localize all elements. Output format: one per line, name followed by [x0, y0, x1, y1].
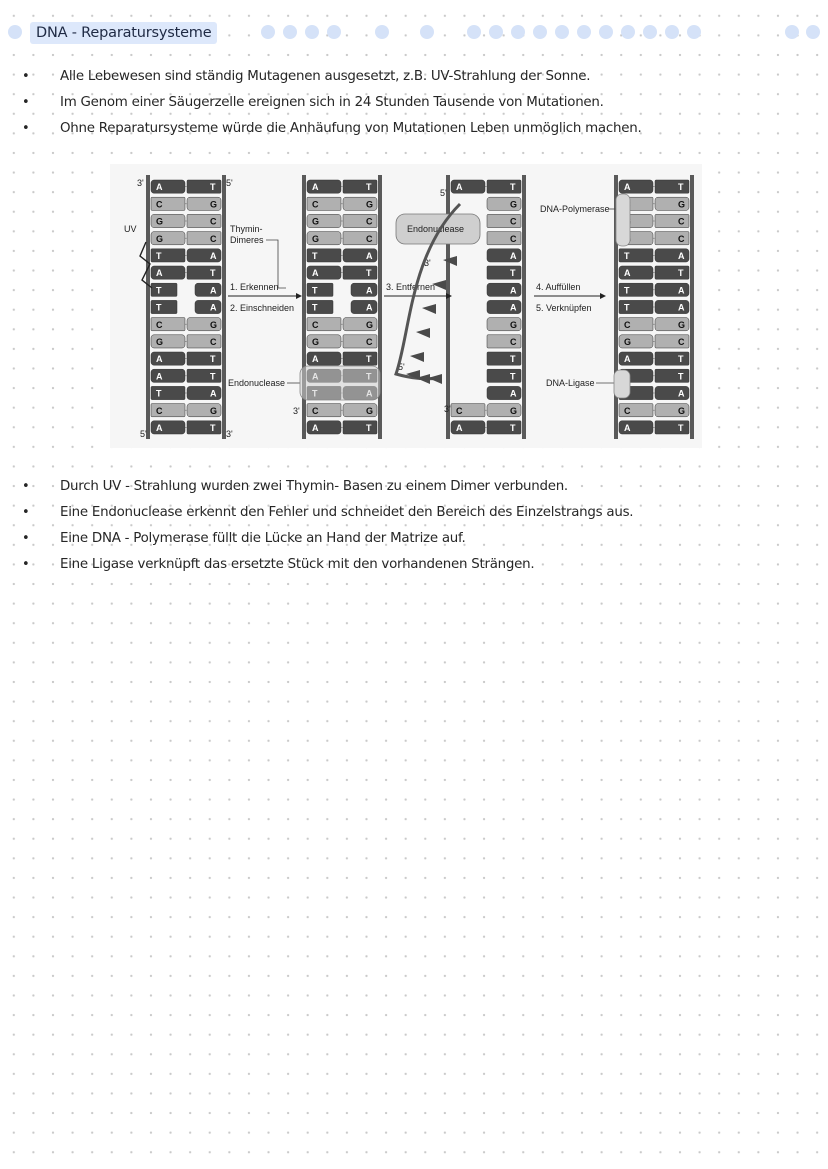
base-left	[307, 283, 333, 296]
dna-ligase-label: DNA-Ligase	[546, 378, 595, 388]
page-title: DNA - Reparatursysteme	[30, 22, 217, 44]
base-letter: A	[210, 388, 217, 399]
base-letter: G	[366, 405, 374, 416]
endonuclease-label: Endonuclease	[228, 378, 286, 388]
base-letter: A	[312, 182, 319, 193]
base-letter: T	[312, 285, 318, 296]
base-right	[487, 352, 521, 365]
base-letter: T	[510, 354, 516, 365]
base-letter: G	[210, 199, 218, 210]
bullet-icon: •	[22, 69, 30, 84]
backbone	[522, 175, 526, 439]
base-letter: A	[156, 354, 163, 365]
base-letter: A	[624, 354, 631, 365]
strand-end-label: 5'	[226, 178, 233, 188]
base-letter: C	[210, 233, 217, 244]
bullet-text: Eine Endonuclease erkennt den Fehler und schneidet den Bereich des Einzelstrangs aus.	[60, 505, 634, 520]
base-right	[487, 180, 521, 193]
base-letter: G	[210, 405, 218, 416]
dna-ladder-damaged	[146, 175, 226, 439]
base-right	[187, 180, 221, 193]
base-right	[655, 369, 689, 382]
base-letter: T	[210, 182, 216, 193]
strand-end-label: 3'	[137, 178, 144, 188]
decor-dot	[643, 25, 657, 39]
strand-end-label: 3'	[424, 258, 431, 268]
thymin-dimere-label: Dimeres	[230, 235, 264, 245]
base-letter: T	[156, 302, 162, 313]
base-right	[343, 352, 377, 365]
excised-base	[422, 304, 436, 314]
base-letter: C	[510, 216, 517, 227]
base-left	[151, 283, 177, 296]
base-right	[487, 266, 521, 279]
decor-dot	[327, 25, 341, 39]
decor-dot	[375, 25, 389, 39]
base-letter: G	[156, 233, 164, 244]
title-row	[0, 18, 828, 48]
backbone	[222, 175, 226, 439]
base-letter: T	[210, 268, 216, 279]
base-letter: T	[312, 251, 318, 261]
base-letter: C	[624, 319, 631, 330]
base-letter: G	[624, 337, 632, 347]
bullet-text: Alle Lebewesen sind ständig Mutagenen ausgesetzt, z.B. UV-Strahlung der Sonne.	[60, 69, 591, 84]
bullet-icon: •	[22, 121, 30, 136]
base-letter: T	[510, 182, 516, 193]
bullet-icon: •	[22, 95, 30, 110]
base-letter: C	[312, 199, 319, 210]
base-letter: C	[510, 233, 517, 244]
strand-end-label: 5'	[440, 188, 447, 198]
base-letter: A	[510, 388, 517, 399]
base-letter: A	[366, 302, 373, 313]
bullet-text: Durch UV - Strahlung wurden zwei Thymin- Basen zu einem Dimer verbunden.	[60, 479, 568, 494]
arrow-head-icon	[296, 293, 302, 299]
base-letter: G	[678, 199, 686, 210]
uv-label: UV	[124, 224, 137, 234]
decor-dot	[261, 25, 275, 39]
bullet-item	[0, 90, 828, 116]
base-letter: A	[456, 182, 463, 193]
arrow-head-icon	[600, 293, 606, 299]
base-letter: A	[156, 182, 163, 193]
base-letter: A	[210, 285, 217, 296]
base-letter: T	[678, 182, 684, 193]
base-right	[343, 180, 377, 193]
bullet-icon: •	[22, 505, 30, 520]
intro-bullet-list	[0, 64, 828, 142]
strand-end-label: 3'	[293, 406, 300, 416]
strand-end-label: 5'	[398, 362, 405, 372]
base-letter: A	[156, 423, 163, 433]
excised-base	[416, 328, 430, 338]
base-left	[307, 300, 333, 313]
bullet-text: Im Genom einer Säugerzelle ereignen sich in 24 Stunden Tausende von Mutationen.	[60, 95, 604, 110]
base-right	[655, 180, 689, 193]
base-letter: G	[678, 405, 686, 416]
base-letter: G	[678, 319, 686, 330]
base-letter: A	[312, 423, 319, 433]
base-letter: G	[366, 199, 374, 210]
base-letter: A	[210, 251, 217, 261]
backbone	[146, 175, 150, 439]
backbone	[690, 175, 694, 439]
dna-repair-diagram	[110, 164, 702, 448]
step-label: 2. Einschneiden	[230, 303, 295, 313]
base-letter: C	[156, 319, 163, 330]
base-letter: T	[678, 423, 684, 433]
base-letter: A	[312, 354, 319, 365]
base-letter: G	[156, 337, 164, 347]
base-letter: G	[366, 319, 374, 330]
base-letter: T	[156, 285, 162, 296]
base-letter: T	[624, 302, 630, 313]
base-right	[187, 369, 221, 382]
base-right	[187, 421, 221, 434]
base-letter: C	[210, 216, 217, 227]
bullet-item	[0, 474, 828, 500]
pointer-line	[266, 240, 286, 288]
base-right	[187, 266, 221, 279]
base-letter: T	[366, 354, 372, 365]
base-letter: A	[156, 371, 163, 382]
base-letter: T	[366, 268, 372, 279]
base-letter: A	[678, 285, 685, 296]
base-letter: C	[678, 337, 685, 347]
bullet-item	[0, 64, 828, 90]
base-letter: T	[366, 182, 372, 193]
strand-end-label: 5'	[140, 429, 147, 439]
base-letter: A	[624, 268, 631, 279]
decor-dot	[511, 25, 525, 39]
base-letter: C	[678, 216, 685, 227]
base-letter: T	[210, 371, 216, 382]
step-label: 5. Verknüpfen	[536, 303, 592, 313]
base-letter: T	[510, 371, 516, 382]
bullet-item	[0, 552, 828, 578]
step-label: 4. Auffüllen	[536, 282, 581, 292]
base-letter: G	[510, 199, 518, 210]
base-letter: A	[312, 268, 319, 279]
base-letter: G	[156, 216, 164, 227]
base-letter: A	[678, 388, 685, 399]
base-letter: A	[510, 285, 517, 296]
bullet-item	[0, 526, 828, 552]
base-letter: G	[510, 319, 518, 330]
base-letter: C	[312, 319, 319, 330]
dna-repair-figure	[110, 164, 702, 448]
decor-dot	[577, 25, 591, 39]
base-letter: C	[510, 337, 517, 347]
base-letter: C	[366, 216, 373, 227]
base-right	[343, 266, 377, 279]
base-letter: A	[678, 251, 685, 261]
base-letter: G	[312, 216, 320, 227]
dna-polymerase-shape	[616, 194, 630, 246]
thymin-dimere-label: Thymin-	[230, 224, 263, 234]
base-right	[187, 352, 221, 365]
bullet-item	[0, 500, 828, 526]
decor-dot	[420, 25, 434, 39]
base-letter: T	[624, 251, 630, 261]
base-letter: C	[156, 405, 163, 416]
base-letter: T	[312, 302, 318, 313]
dna-polymerase-label: DNA-Polymerase	[540, 204, 610, 214]
base-letter: T	[156, 251, 162, 261]
base-letter: G	[312, 233, 320, 244]
base-letter: A	[366, 251, 373, 261]
summary-bullet-list	[0, 474, 828, 578]
endonuclease-label: Endonuclease	[407, 224, 465, 234]
base-letter: A	[678, 302, 685, 313]
base-letter: A	[624, 423, 631, 433]
base-letter: T	[624, 285, 630, 296]
base-letter: T	[678, 371, 684, 382]
base-letter: C	[366, 233, 373, 244]
decor-dot	[489, 25, 503, 39]
base-left	[151, 300, 177, 313]
decor-dot	[599, 25, 613, 39]
decor-dot	[283, 25, 297, 39]
decor-dot	[806, 25, 820, 39]
base-letter: C	[312, 405, 319, 416]
base-letter: A	[366, 285, 373, 296]
step-label: 3. Entfernen	[386, 282, 436, 292]
backbone	[378, 175, 382, 439]
base-letter: A	[210, 302, 217, 313]
base-right	[195, 300, 221, 313]
base-letter: T	[678, 268, 684, 279]
decor-dot	[665, 25, 679, 39]
base-right	[655, 352, 689, 365]
bullet-item	[0, 116, 828, 142]
decor-dot	[555, 25, 569, 39]
bullet-text: Eine DNA - Polymerase füllt die Lücke an Hand der Matrize auf.	[60, 531, 466, 546]
base-letter: T	[210, 354, 216, 365]
strand-end-label: 3'	[444, 404, 451, 414]
base-right	[655, 421, 689, 434]
excised-base	[410, 352, 424, 362]
base-right	[351, 300, 377, 313]
decor-dot	[687, 25, 701, 39]
base-letter: T	[366, 423, 372, 433]
base-letter: G	[210, 319, 218, 330]
base-letter: C	[678, 233, 685, 244]
step-label: 1. Erkennen	[230, 282, 279, 292]
base-right	[487, 369, 521, 382]
decor-dot	[305, 25, 319, 39]
base-right	[343, 421, 377, 434]
base-letter: C	[156, 199, 163, 210]
base-letter: T	[678, 354, 684, 365]
base-letter: T	[210, 423, 216, 433]
decor-dot	[785, 25, 799, 39]
bullet-text: Ohne Reparatursysteme würde die Anhäufung von Mutationen Leben unmöglich machen.	[60, 121, 642, 136]
base-letter: T	[156, 388, 162, 399]
decor-dot	[8, 25, 22, 39]
base-letter: C	[210, 337, 217, 347]
base-letter: A	[456, 423, 463, 433]
base-right	[195, 283, 221, 296]
bullet-icon: •	[22, 557, 30, 572]
base-letter: C	[366, 337, 373, 347]
base-letter: G	[510, 405, 518, 416]
base-letter: A	[156, 268, 163, 279]
bullet-text: Eine Ligase verknüpft das ersetzte Stück mit den vorhandenen Strängen.	[60, 557, 535, 572]
base-letter: T	[510, 423, 516, 433]
base-letter: G	[312, 337, 320, 347]
decor-dot	[467, 25, 481, 39]
base-letter: A	[510, 302, 517, 313]
base-right	[487, 421, 521, 434]
dna-ligase-shape	[614, 370, 630, 398]
decor-dot	[533, 25, 547, 39]
base-right	[655, 266, 689, 279]
strand-end-label: 3'	[226, 429, 233, 439]
base-letter: T	[510, 268, 516, 279]
base-letter: C	[624, 405, 631, 416]
endonuclease-shape	[300, 366, 380, 400]
base-letter: A	[624, 182, 631, 193]
base-letter: C	[456, 405, 463, 416]
bullet-icon: •	[22, 531, 30, 546]
base-letter: A	[510, 251, 517, 261]
decor-dot	[621, 25, 635, 39]
bullet-icon: •	[22, 479, 30, 494]
base-right	[351, 283, 377, 296]
